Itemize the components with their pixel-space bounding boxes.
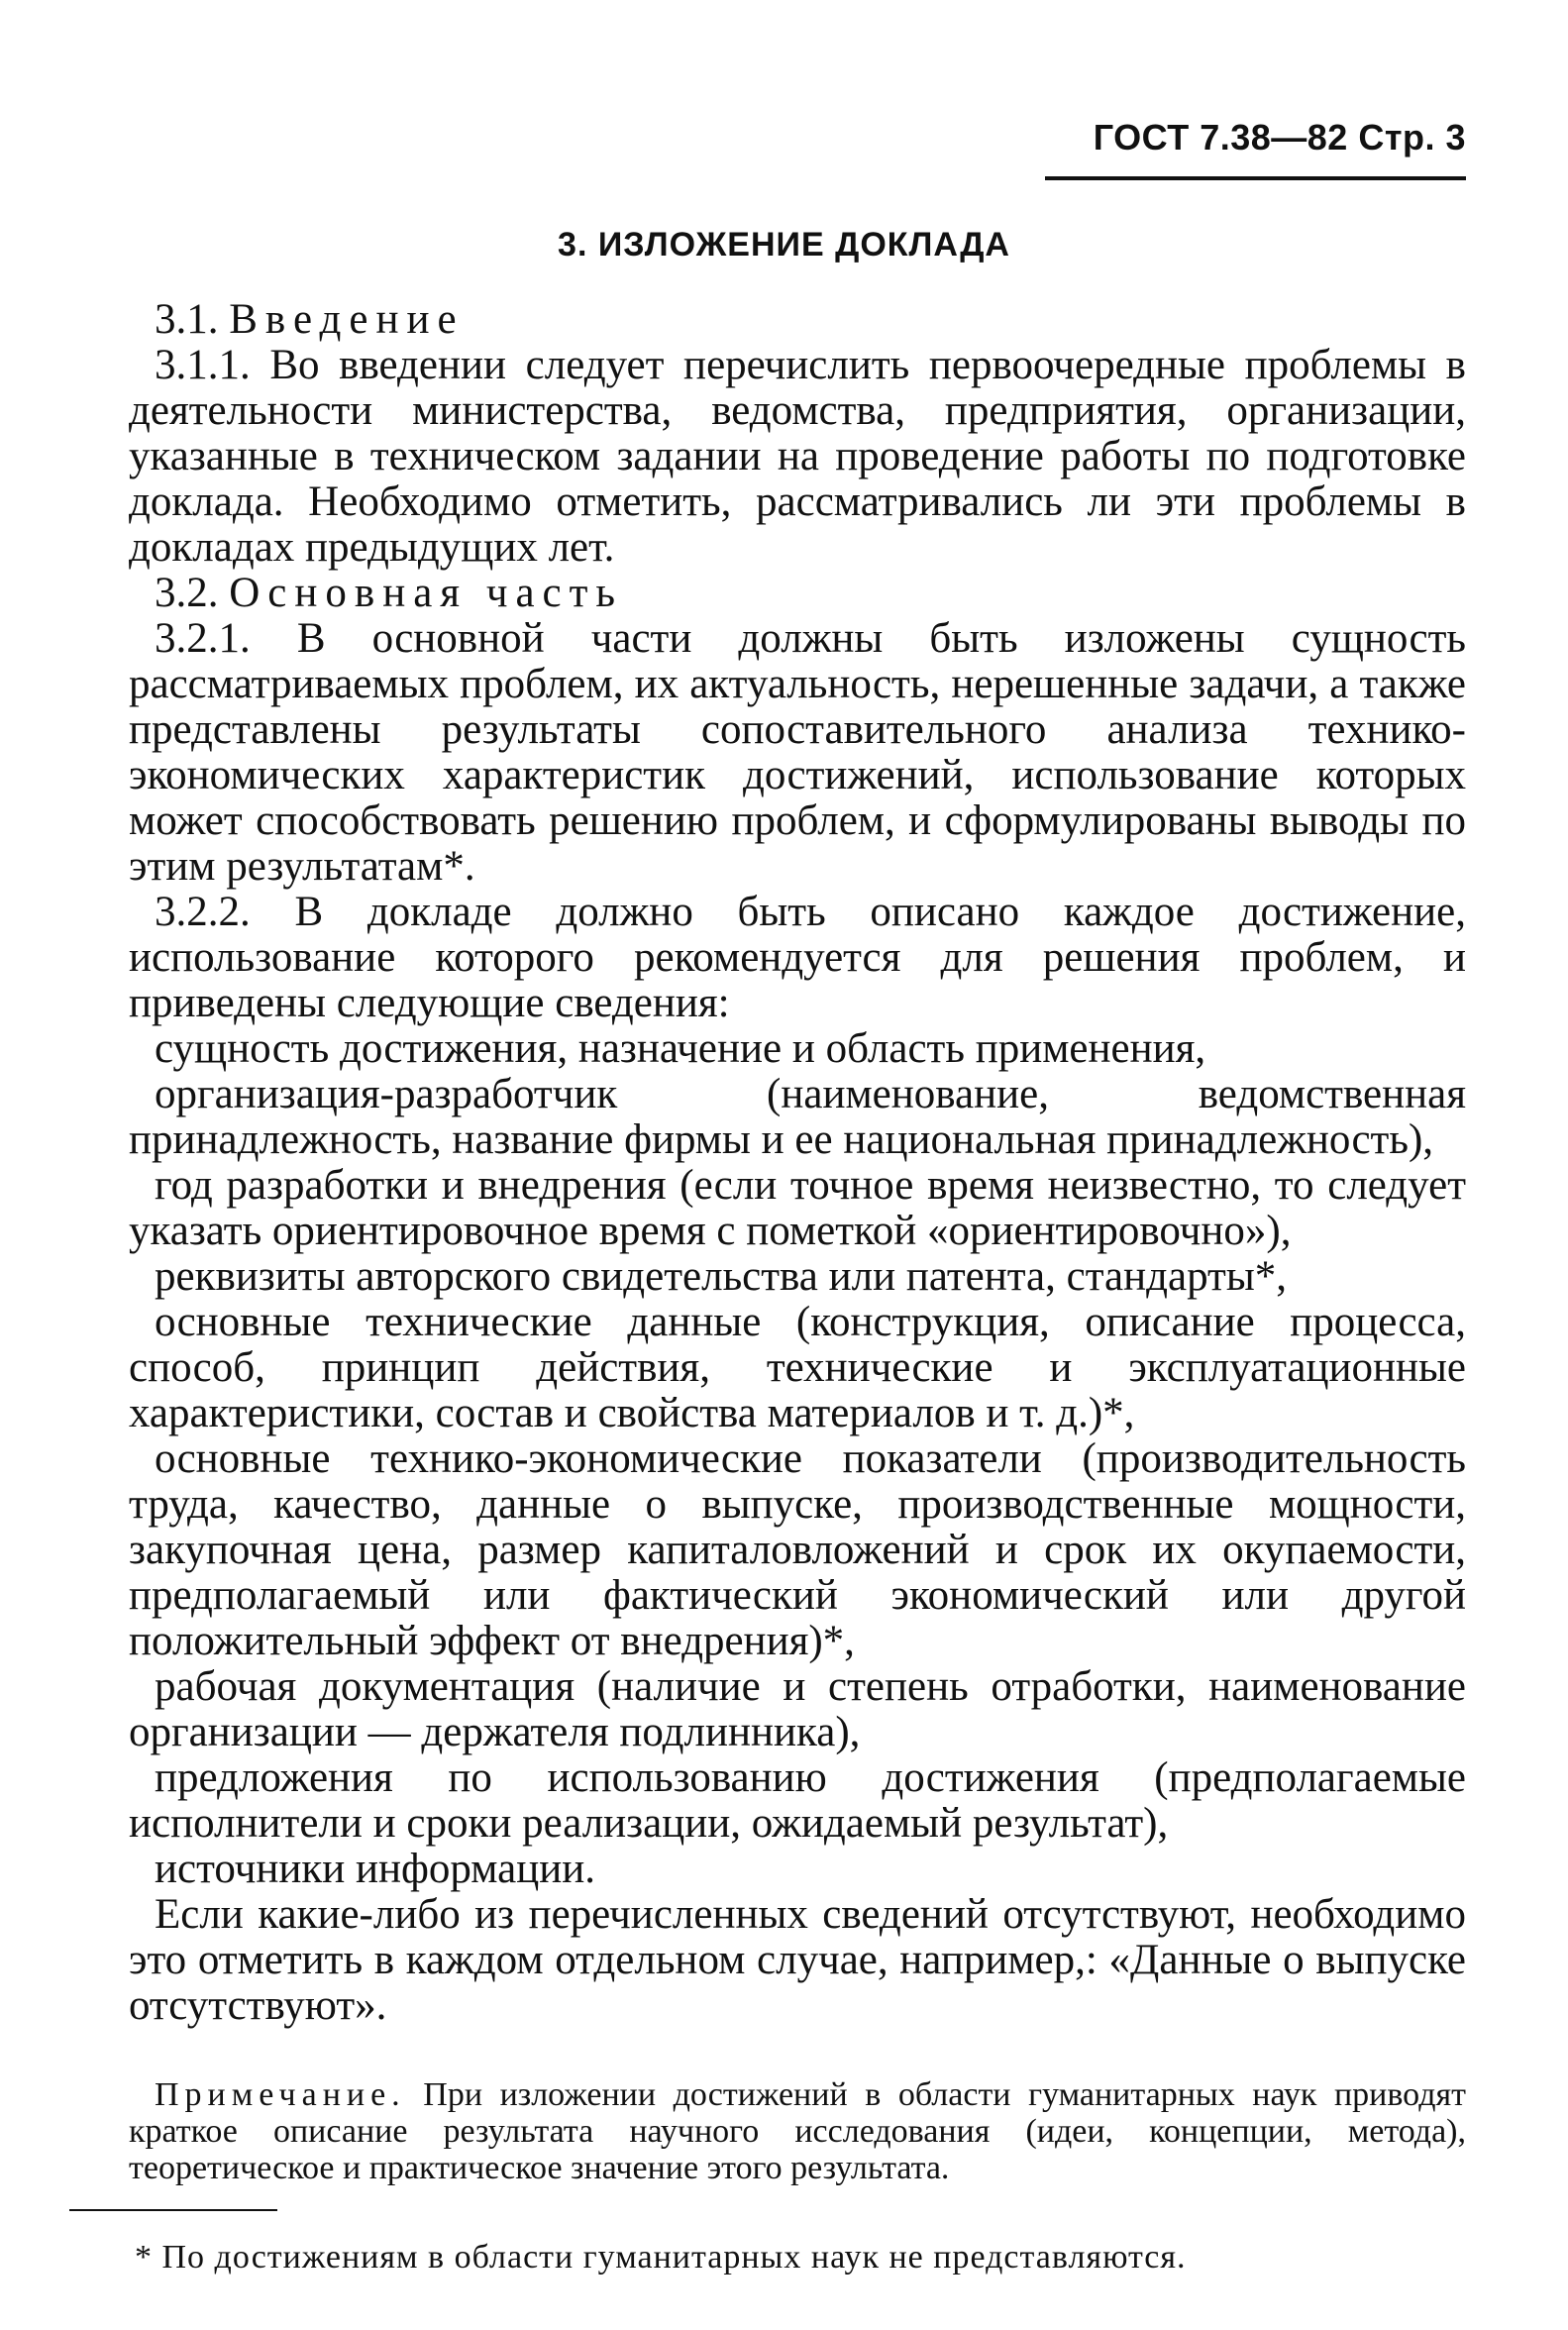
list-item: реквизиты авторского свидетельства или патента, стандарты*,: [155, 1253, 1287, 1300]
page-header: [1045, 117, 1466, 159]
header-rule: [1045, 176, 1466, 180]
list-item: предложения по использованию достижения (предполагаемые исполнители и сроки реализации, ожидаемый результат),: [129, 1754, 1466, 1847]
list-item: организация-разработчик (наименование, ведомственная принадлежность, название фирмы и ее национальная принадлежность),: [129, 1071, 1466, 1163]
note-block: [129, 2076, 1466, 2186]
note-text: При изложении достижений в области гуманитарных наук приводят краткое описание результата научного исследования (идеи, концепции, метода), теоретическое и практическое значение этого результата.: [129, 2076, 1466, 2186]
list-item: источники информации.: [155, 1846, 596, 1892]
section-title: 3. ИЗЛОЖЕНИЕ ДОКЛАДА: [558, 226, 1010, 264]
subsection-number: 3.2.: [155, 570, 219, 616]
paragraph-3-2-1: 3.2.1. В основной части должны быть изложены сущность рассматриваемых проблем, их актуальность, нерешенные задачи, а также представлены результаты сопоставительного анализа технико-экономических характеристик достижений, использование которых может способствовать решению проблем, и сформулированы выводы по этим результатам*.: [129, 615, 1466, 890]
subsection-heading-introduction: [129, 297, 1466, 343]
paragraph-3-1-1: 3.1.1. Во введении следует перечислить первоочередные проблемы в деятельности министерства, ведомства, предприятия, организации, указанные в техническом задании на проведение работы по подготовке доклада. Необходимо отметить, рассматривались ли эти проблемы в докладах предыдущих лет.: [129, 342, 1466, 571]
subsection-title: Введение: [229, 296, 465, 343]
standard-number: ГОСТ 7.38—82: [1093, 117, 1348, 158]
note-label: Примечание.: [155, 2076, 406, 2113]
document-body: [129, 297, 1466, 2029]
subsection-number: 3.1.: [155, 296, 219, 343]
list-item: основные технико-экономические показатели (производительность труда, качество, данные о выпуске, производственные мощности, закупочная цена, размер капиталовложений и срок их окупаемости, предполагаемый или фактический экономический или другой положительный эффект от внедрения)*,: [129, 1435, 1466, 1664]
note-paragraph: [129, 2076, 1466, 2186]
list-item: сущность достижения, назначение и область применения,: [155, 1025, 1206, 1072]
subsection-heading-main-part: [129, 571, 1466, 616]
list-item: год разработки и внедрения (если точное время неизвестно, то следует указать ориентировочное время с пометкой «ориентировочно»),: [129, 1162, 1466, 1254]
footnote-rule: [69, 2209, 277, 2211]
paragraph-3-2-2: 3.2.2. В докладе должно быть описано каждое достижение, использование которого рекомендуется для решения проблем, и приведены следующие сведения:: [129, 889, 1466, 1026]
subsection-title: Основная часть: [229, 570, 624, 616]
list-item: рабочая документация (наличие и степень отработки, наименование организации — держателя подлинника),: [129, 1663, 1466, 1755]
list-item: основные технические данные (конструкция, описание процесса, способ, принцип действия, технические и эксплуатационные характеристики, состав и свойства материалов и т. д.)*,: [129, 1299, 1466, 1436]
closing-paragraph: Если какие-либо из перечисленных сведений отсутствуют, необходимо это отметить в каждом отдельном случае, например,: «Данные о выпуске отсутствуют».: [129, 1891, 1466, 2029]
page-number: Стр. 3: [1358, 117, 1466, 158]
footnote: * По достижениям в области гуманитарных наук не представляются.: [135, 2239, 1187, 2276]
